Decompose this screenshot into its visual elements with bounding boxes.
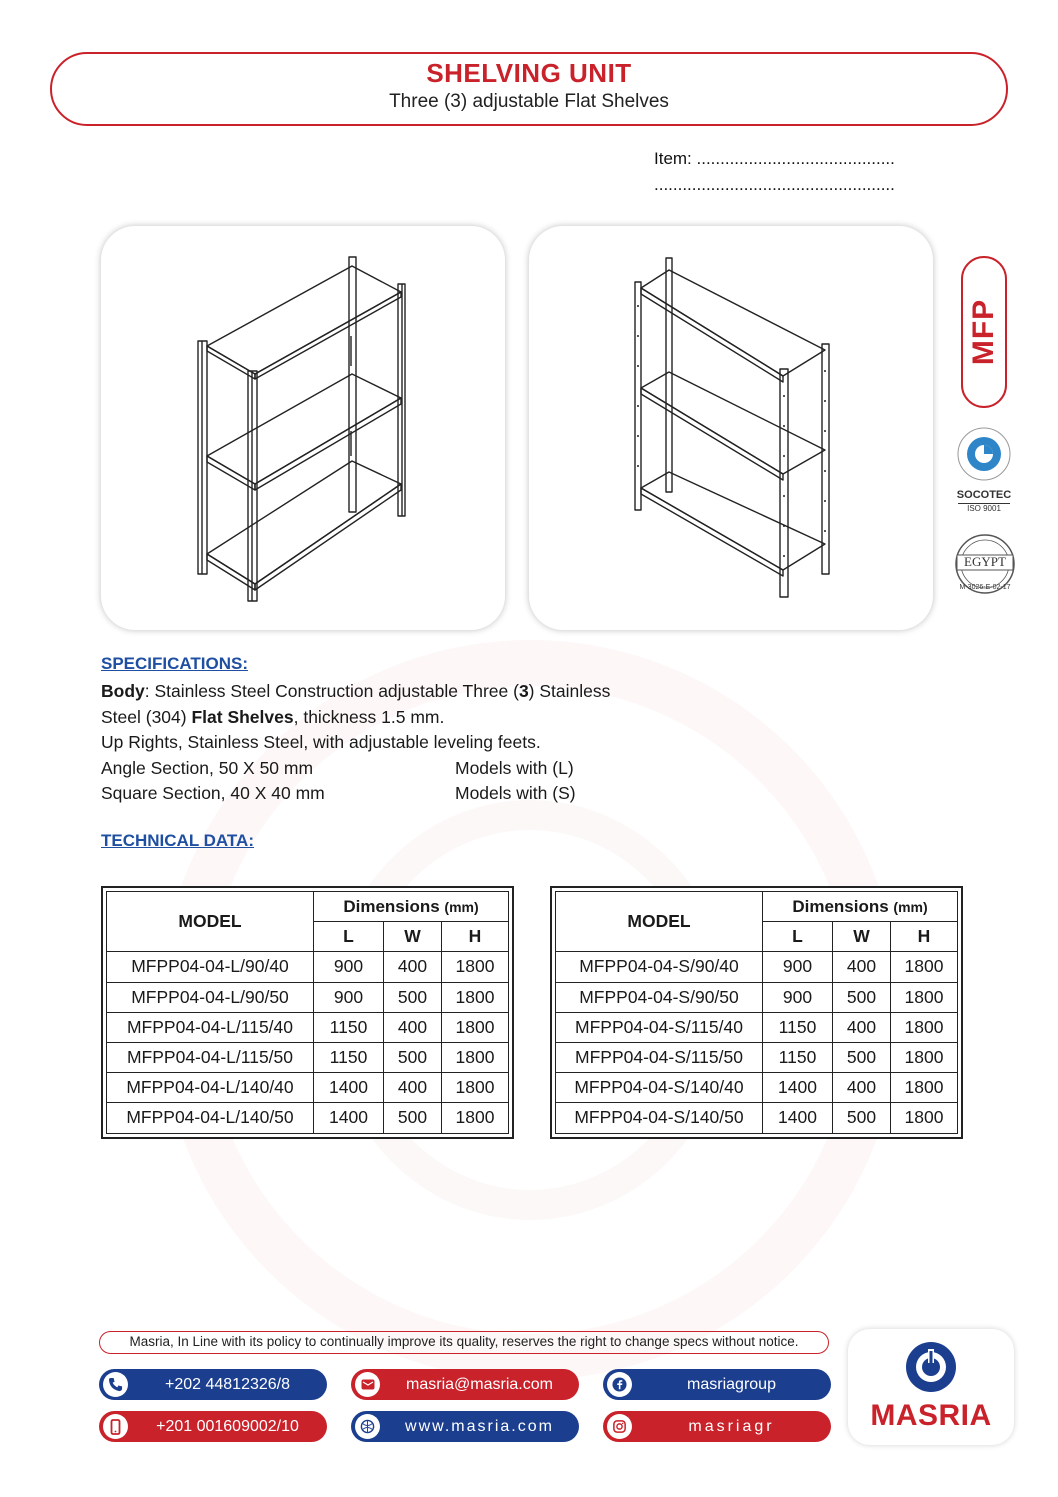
cell-width: 500 [833,1042,891,1072]
header-l: L [314,922,384,952]
shelving-square-drawing [529,226,933,630]
cell-length: 1400 [314,1073,384,1103]
spec-text: ) Stainless [528,681,611,701]
cell-model: MFPP04-04-S/140/40 [556,1073,763,1103]
technical-table-s [550,886,963,1139]
cell-height: 1800 [442,952,509,982]
cell-length: 1150 [763,1012,833,1042]
mfp-badge [961,256,1007,408]
cell-length: 1400 [314,1103,384,1133]
facebook-icon [607,1372,632,1397]
title-banner [50,52,1008,126]
spec-angle-models: Models with (L) [455,758,574,778]
spec-square-section: Square Section, 40 X 40 mm [101,783,325,803]
cell-height: 1800 [891,1073,958,1103]
header-w: W [833,922,891,952]
spec-flat-shelves: Flat Shelves [191,707,294,727]
cell-length: 1150 [314,1042,384,1072]
specifications-heading: SPECIFICATIONS: [101,654,249,673]
cell-length: 1400 [763,1073,833,1103]
table-row [556,1012,958,1042]
cell-height: 1800 [442,1012,509,1042]
spec-body-label: Body [101,681,145,701]
cell-model: MFPP04-04-S/115/50 [556,1042,763,1072]
product-image-angle [101,226,505,630]
instagram-link[interactable] [603,1411,831,1442]
table-row [556,1073,958,1103]
spec-line-uprights: Up Rights, Stainless Steel, with adjustable leveling feets. [101,732,541,752]
socotec-certificate [946,424,1022,516]
table-row [107,1103,509,1133]
table-row [556,1042,958,1072]
phone-1-link[interactable] [99,1369,327,1400]
technical-table-l [101,886,514,1139]
globe-icon [355,1414,380,1439]
footer-notice: Masria, In Line with its policy to continually improve its quality, reserves the right to change specs without notice. [99,1331,829,1354]
cell-model: MFPP04-04-L/90/50 [107,982,314,1012]
cell-width: 400 [833,1012,891,1042]
cell-model: MFPP04-04-L/140/50 [107,1103,314,1133]
table-s [555,891,958,1134]
cell-width: 500 [833,1103,891,1133]
cell-model: MFPP04-04-S/90/50 [556,982,763,1012]
cell-width: 400 [833,1073,891,1103]
spec-line-steel [101,707,444,728]
phone-icon [103,1372,128,1397]
page-subtitle: Three (3) adjustable Flat Shelves [389,91,669,112]
item-field-line2: ................................................... [654,175,895,194]
table-row [107,1073,509,1103]
cell-width: 500 [833,982,891,1012]
technical-data-heading: TECHNICAL DATA: [101,831,254,850]
instagram-text: masriagr [688,1417,775,1435]
cell-length: 1150 [314,1012,384,1042]
socotec-logo-icon [946,424,1022,484]
masria-emblem-icon [901,1337,961,1397]
header-dimensions: Dimensions (mm) [763,892,958,922]
cell-model: MFPP04-04-S/140/50 [556,1103,763,1133]
cell-length: 900 [763,982,833,1012]
cell-width: 500 [384,1042,442,1072]
cell-width: 500 [384,982,442,1012]
instagram-icon [607,1414,632,1439]
table-l [106,891,509,1134]
header-l: L [763,922,833,952]
cell-width: 500 [384,1103,442,1133]
cell-height: 1800 [442,1042,509,1072]
cell-model: MFPP04-04-L/140/40 [107,1073,314,1103]
spec-angle-section: Angle Section, 50 X 50 mm [101,758,314,778]
header-h: H [891,922,958,952]
phone-2-text: +201 001609002/10 [156,1417,299,1435]
email-icon [355,1372,380,1397]
cell-width: 400 [833,952,891,982]
spec-text: Steel (304) [101,707,192,727]
website-text: www.masria.com [405,1417,554,1435]
email-text: masria@masria.com [406,1375,553,1393]
header-model: MODEL [556,892,763,952]
cell-length: 900 [763,952,833,982]
header-model: MODEL [107,892,314,952]
cell-width: 400 [384,1012,442,1042]
cell-width: 400 [384,1073,442,1103]
cell-height: 1800 [891,952,958,982]
spec-text: : Stainless Steel Construction adjustable Three ( [144,681,519,701]
cell-model: MFPP04-04-L/115/50 [107,1042,314,1072]
mfp-label: MFP [967,298,1001,366]
spec-line-body [101,681,610,702]
website-link[interactable] [351,1411,579,1442]
spec-text: , thickness 1.5 mm. [293,707,445,727]
table-row [107,982,509,1012]
table-row [556,1103,958,1133]
cell-height: 1800 [891,1042,958,1072]
table-row [107,1012,509,1042]
cell-height: 1800 [891,1103,958,1133]
header-dimensions: Dimensions (mm) [314,892,509,922]
egypt-code: M-3026-E-02-17 [959,584,1011,591]
page-title: SHELVING UNIT [426,58,632,88]
email-link[interactable] [351,1369,579,1400]
socotec-name: SOCOTEC [956,489,1012,501]
table-row [107,952,509,982]
table-row [556,982,958,1012]
facebook-text: masriagroup [687,1375,776,1393]
cell-height: 1800 [442,1073,509,1103]
cell-height: 1800 [442,1103,509,1133]
table-row [556,952,958,982]
product-image-square [529,226,933,630]
item-field: Item: .......................................... [654,149,895,168]
spec-square-models: Models with (S) [455,783,576,803]
cell-model: MFPP04-04-L/90/40 [107,952,314,982]
cell-length: 900 [314,982,384,1012]
cell-model: MFPP04-04-L/115/40 [107,1012,314,1042]
cell-length: 1400 [763,1103,833,1133]
cell-length: 1150 [763,1042,833,1072]
egypt-certificate [947,532,1023,598]
cell-model: MFPP04-04-S/90/40 [556,952,763,982]
cell-model: MFPP04-04-S/115/40 [556,1012,763,1042]
phone-2-link[interactable] [99,1411,327,1442]
cell-length: 900 [314,952,384,982]
cell-height: 1800 [442,982,509,1012]
cell-height: 1800 [891,982,958,1012]
cell-width: 400 [384,952,442,982]
socotec-iso: ISO 9001 [958,503,1010,513]
shelving-angle-drawing [101,226,505,630]
brand-name: MASRIA [870,1399,992,1432]
masria-logo [848,1329,1014,1445]
mobile-icon [103,1414,128,1439]
phone-1-text: +202 44812326/8 [164,1375,290,1393]
facebook-link[interactable] [603,1369,831,1400]
header-h: H [442,922,509,952]
cell-height: 1800 [891,1012,958,1042]
header-w: W [384,922,442,952]
spec-count: 3 [518,681,529,701]
table-row [107,1042,509,1072]
egypt-label: EGYPT [964,554,1006,569]
